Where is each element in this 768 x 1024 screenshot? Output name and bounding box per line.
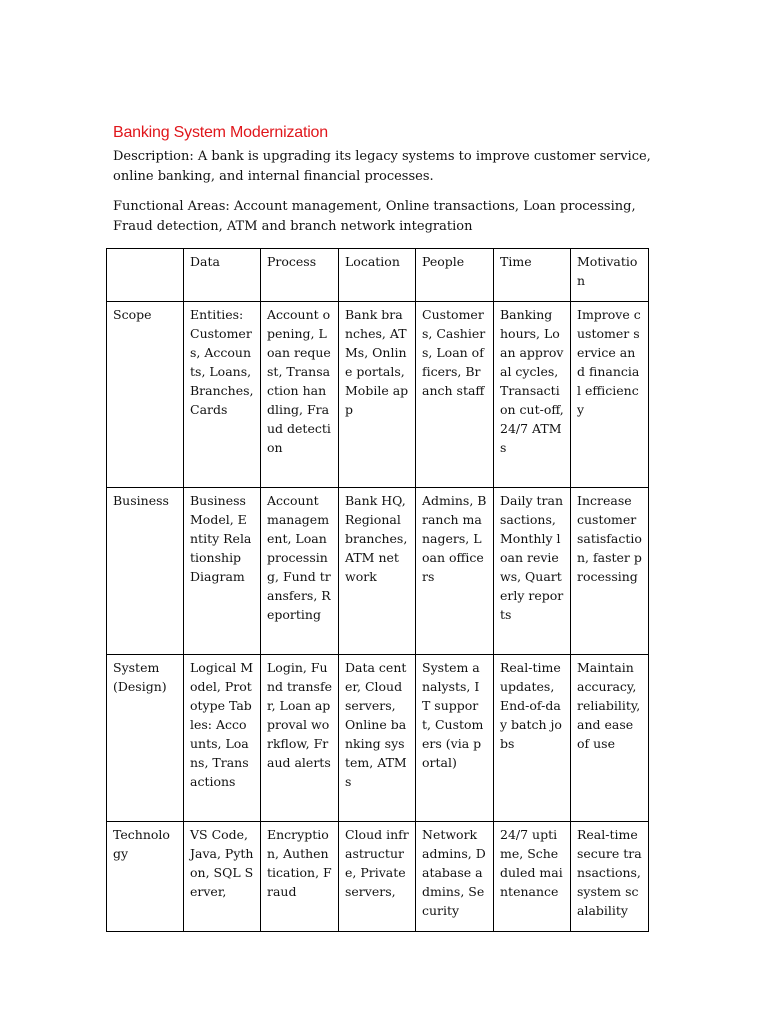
table-cell: Customers, Cashiers, Loan officers, Branch staff — [416, 302, 494, 488]
table-cell: 24/7 uptime, Scheduled maintenance — [494, 822, 571, 932]
table-cell: Daily transactions, Monthly loan reviews, Quarterly reports — [494, 488, 571, 655]
table-row-scope — [107, 302, 649, 488]
table-cell: Maintain accuracy, reliability, and ease of use — [571, 655, 649, 822]
table-cell: Increase customer satisfaction, faster processing — [571, 488, 649, 655]
table-cell: Entities: Customers, Accounts, Loans, Branches, Cards — [184, 302, 261, 488]
description-paragraph: Description: A bank is upgrading its legacy systems to improve customer service, online banking, and internal financial processes. — [113, 149, 651, 184]
table-cell: Improve customer service and financial efficiency — [571, 302, 649, 488]
row-label: Technology — [107, 822, 184, 932]
table-cell: Data center, Cloud servers, Online banking system, ATMs — [339, 655, 416, 822]
header-cell-people: People — [416, 249, 494, 302]
table-row-system-design — [107, 655, 649, 822]
table-cell: Logical Model, Prototype Tables: Accounts, Loans, Transactions — [184, 655, 261, 822]
header-cell-location: Location — [339, 249, 416, 302]
header-cell-process: Process — [261, 249, 339, 302]
table-cell: Real-time secure transactions, system scalability — [571, 822, 649, 932]
table-cell: Real-time updates, End-of-day batch jobs — [494, 655, 571, 822]
functional-areas-paragraph: Functional Areas: Account management, Online transactions, Loan processing, Fraud detection, ATM and branch network integration — [113, 199, 636, 234]
header-cell-time: Time — [494, 249, 571, 302]
row-label: Business — [107, 488, 184, 655]
table-cell: Encryption, Authentication, Fraud — [261, 822, 339, 932]
table-cell: Network admins, Database admins, Security — [416, 822, 494, 932]
table-cell: Account management, Loan processing, Fund transfers, Reporting — [261, 488, 339, 655]
table-cell: Bank branches, ATMs, Online portals, Mobile app — [339, 302, 416, 488]
row-label: System (Design) — [107, 655, 184, 822]
row-label: Scope — [107, 302, 184, 488]
table-cell: Bank HQ, Regional branches, ATM network — [339, 488, 416, 655]
table-cell: Admins, Branch managers, Loan officers — [416, 488, 494, 655]
header-cell-data: Data — [184, 249, 261, 302]
table-cell: Account opening, Loan request, Transaction handling, Fraud detection — [261, 302, 339, 488]
table-cell: Business Model, Entity Relationship Diagram — [184, 488, 261, 655]
document-title: Banking System Modernization — [113, 124, 328, 141]
table-header-row — [107, 249, 649, 302]
table-cell: Login, Fund transfer, Loan approval workflow, Fraud alerts — [261, 655, 339, 822]
table-cell: VS Code, Java, Python, SQL Server, — [184, 822, 261, 932]
table-cell: Cloud infrastructure, Private servers, — [339, 822, 416, 932]
table-cell: Banking hours, Loan approval cycles, Transaction cut-off, 24/7 ATMs — [494, 302, 571, 488]
table-row-technology — [107, 822, 649, 932]
header-cell-corner — [107, 249, 184, 302]
table-row-business — [107, 488, 649, 655]
header-cell-motivation: Motivation — [571, 249, 649, 302]
table-cell: System analysts, IT support, Customers (via portal) — [416, 655, 494, 822]
zachman-framework-table — [106, 248, 649, 932]
